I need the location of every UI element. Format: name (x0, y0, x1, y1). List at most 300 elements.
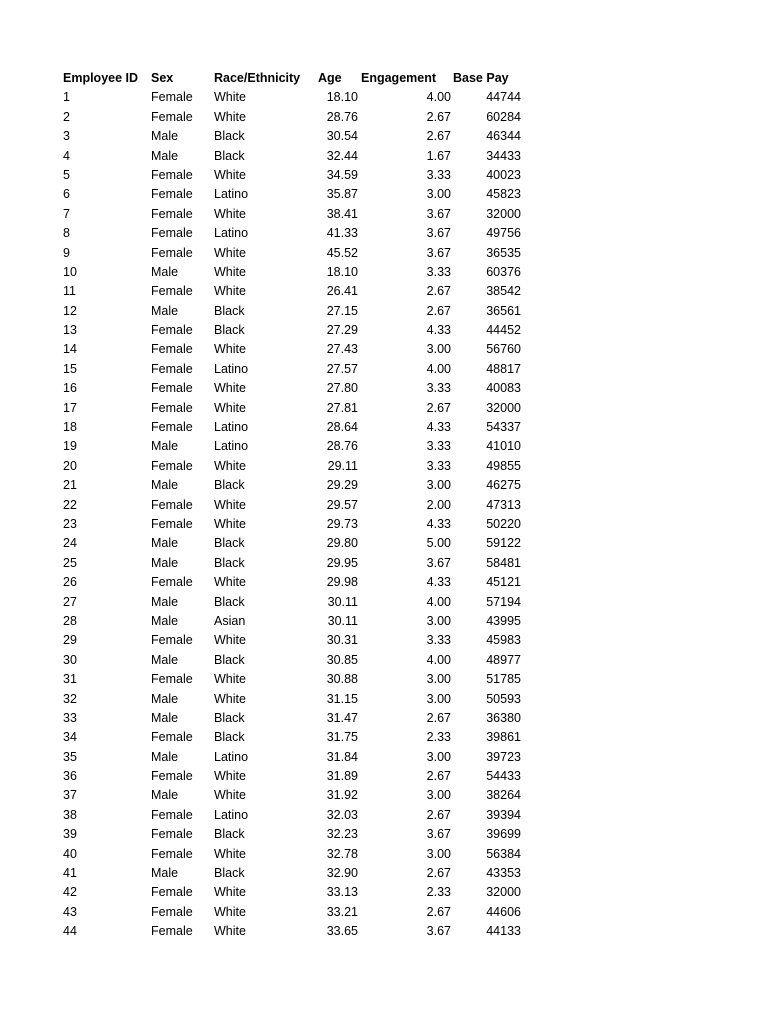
cell-sex: Male (151, 129, 179, 144)
cell-engagement: 2.67 (426, 866, 451, 881)
cell-race-ethnicity: Black (214, 129, 245, 144)
table-row (63, 922, 533, 941)
table-row (63, 825, 533, 844)
cell-race-ethnicity: Latino (214, 749, 249, 764)
cell-engagement: 5.00 (426, 536, 451, 551)
cell-engagement: 2.67 (426, 904, 451, 919)
cell-age: 29.11 (327, 458, 358, 473)
cell-age: 30.11 (327, 613, 358, 628)
cell-employee-id: 17 (63, 400, 77, 415)
cell-race-ethnicity: Latino (214, 439, 249, 454)
cell-engagement: 3.33 (426, 458, 451, 473)
table-row (63, 593, 533, 612)
cell-employee-id: 14 (63, 342, 77, 357)
table-body (63, 88, 533, 941)
cell-base-pay: 34433 (486, 148, 521, 163)
cell-sex: Female (151, 497, 193, 512)
cell-race-ethnicity: White (214, 691, 246, 706)
cell-base-pay: 39723 (486, 749, 521, 764)
table-row (63, 147, 533, 166)
cell-race-ethnicity: White (214, 284, 246, 299)
cell-engagement: 4.33 (426, 516, 451, 531)
cell-age: 27.80 (326, 381, 358, 396)
table-row (63, 457, 533, 476)
cell-sex: Female (151, 827, 193, 842)
cell-sex: Female (151, 575, 193, 590)
cell-employee-id: 21 (63, 478, 77, 493)
cell-race-ethnicity: White (214, 342, 246, 357)
cell-sex: Female (151, 167, 193, 182)
cell-age: 30.31 (326, 633, 358, 648)
cell-employee-id: 8 (63, 226, 70, 241)
cell-employee-id: 24 (63, 536, 77, 551)
cell-base-pay: 54433 (486, 769, 521, 784)
cell-age: 18.10 (326, 264, 358, 279)
cell-employee-id: 30 (63, 652, 77, 667)
cell-sex: Male (151, 555, 179, 570)
table-row (63, 864, 533, 883)
table-header-row (63, 69, 533, 88)
cell-engagement: 3.00 (426, 342, 451, 357)
table-row (63, 360, 533, 379)
table-row (63, 806, 533, 825)
header-employee-id: Employee ID (63, 71, 139, 85)
cell-engagement: 2.67 (426, 284, 451, 299)
cell-race-ethnicity: White (214, 90, 246, 105)
cell-sex: Female (151, 206, 193, 221)
header-base-pay: Base Pay (453, 71, 509, 85)
cell-engagement: 2.67 (426, 303, 451, 318)
cell-engagement: 4.00 (426, 90, 451, 105)
cell-sex: Female (151, 245, 193, 260)
table-row (63, 108, 533, 127)
cell-base-pay: 46275 (486, 478, 521, 493)
employee-table (63, 69, 533, 942)
cell-base-pay: 39861 (486, 730, 521, 745)
table-row (63, 845, 533, 864)
cell-base-pay: 43353 (486, 866, 521, 881)
cell-engagement: 2.67 (426, 807, 451, 822)
cell-base-pay: 54337 (486, 420, 521, 435)
cell-sex: Female (151, 361, 193, 376)
table-row (63, 728, 533, 747)
table-row (63, 534, 533, 553)
cell-sex: Female (151, 672, 193, 687)
cell-sex: Female (151, 458, 193, 473)
table-row (63, 554, 533, 573)
table-row (63, 631, 533, 650)
cell-employee-id: 27 (63, 594, 77, 609)
cell-engagement: 2.33 (426, 885, 451, 900)
cell-age: 29.80 (326, 536, 358, 551)
cell-base-pay: 43995 (486, 613, 521, 628)
cell-engagement: 3.00 (426, 672, 451, 687)
cell-sex: Male (151, 148, 179, 163)
cell-employee-id: 7 (63, 206, 70, 221)
cell-race-ethnicity: White (214, 167, 246, 182)
cell-sex: Male (151, 613, 179, 628)
cell-employee-id: 16 (63, 381, 77, 396)
cell-age: 29.73 (326, 516, 358, 531)
cell-engagement: 3.00 (426, 187, 451, 202)
table-row (63, 399, 533, 418)
cell-base-pay: 41010 (486, 439, 521, 454)
cell-engagement: 2.33 (426, 730, 451, 745)
cell-base-pay: 45121 (486, 575, 521, 590)
table-row (63, 263, 533, 282)
cell-sex: Female (151, 323, 193, 338)
cell-sex: Female (151, 90, 193, 105)
cell-sex: Male (151, 439, 179, 454)
cell-base-pay: 45983 (486, 633, 521, 648)
cell-engagement: 3.67 (426, 245, 451, 260)
cell-sex: Male (151, 866, 179, 881)
cell-race-ethnicity: White (214, 904, 246, 919)
cell-sex: Female (151, 187, 193, 202)
cell-race-ethnicity: Latino (214, 420, 249, 435)
cell-engagement: 3.00 (426, 749, 451, 764)
cell-sex: Female (151, 516, 193, 531)
cell-engagement: 3.33 (426, 381, 451, 396)
cell-employee-id: 11 (63, 284, 76, 299)
cell-age: 31.75 (326, 730, 358, 745)
cell-engagement: 3.67 (426, 206, 451, 221)
cell-age: 32.78 (326, 846, 358, 861)
table-row (63, 670, 533, 689)
cell-engagement: 3.33 (426, 264, 451, 279)
cell-base-pay: 49855 (486, 458, 521, 473)
cell-base-pay: 56384 (486, 846, 521, 861)
cell-base-pay: 49756 (486, 226, 521, 241)
table-row (63, 166, 533, 185)
cell-base-pay: 59122 (486, 536, 521, 551)
cell-employee-id: 39 (63, 827, 77, 842)
cell-age: 30.54 (326, 129, 358, 144)
cell-employee-id: 5 (63, 167, 70, 182)
cell-race-ethnicity: Black (214, 148, 245, 163)
cell-sex: Female (151, 846, 193, 861)
cell-race-ethnicity: Black (214, 827, 245, 842)
cell-employee-id: 37 (63, 788, 77, 803)
cell-race-ethnicity: White (214, 497, 246, 512)
table-row (63, 418, 533, 437)
cell-base-pay: 44744 (486, 90, 521, 105)
cell-race-ethnicity: White (214, 516, 246, 531)
cell-age: 41.33 (326, 226, 358, 241)
cell-employee-id: 26 (63, 575, 77, 590)
cell-engagement: 1.67 (426, 148, 451, 163)
cell-race-ethnicity: White (214, 264, 246, 279)
cell-age: 31.47 (326, 710, 358, 725)
cell-engagement: 2.67 (426, 129, 451, 144)
cell-base-pay: 40023 (486, 167, 521, 182)
cell-sex: Female (151, 730, 193, 745)
cell-sex: Female (151, 924, 193, 939)
cell-sex: Male (151, 788, 179, 803)
cell-employee-id: 34 (63, 730, 77, 745)
cell-employee-id: 40 (63, 846, 77, 861)
cell-engagement: 3.67 (426, 226, 451, 241)
cell-race-ethnicity: Latino (214, 361, 249, 376)
cell-age: 30.11 (327, 594, 358, 609)
cell-employee-id: 18 (63, 420, 77, 435)
cell-engagement: 2.67 (426, 109, 451, 124)
cell-employee-id: 36 (63, 769, 77, 784)
cell-age: 27.81 (326, 400, 358, 415)
cell-race-ethnicity: White (214, 924, 246, 939)
cell-race-ethnicity: White (214, 633, 246, 648)
cell-base-pay: 36535 (486, 245, 521, 260)
cell-sex: Male (151, 749, 179, 764)
cell-sex: Male (151, 264, 179, 279)
cell-age: 33.13 (326, 885, 358, 900)
cell-sex: Female (151, 769, 193, 784)
cell-base-pay: 44606 (486, 904, 521, 919)
cell-age: 33.65 (326, 924, 358, 939)
cell-employee-id: 3 (63, 129, 70, 144)
cell-base-pay: 47313 (486, 497, 521, 512)
cell-sex: Female (151, 342, 193, 357)
cell-age: 31.92 (326, 788, 358, 803)
cell-sex: Female (151, 226, 193, 241)
table-row (63, 88, 533, 107)
cell-employee-id: 4 (63, 148, 70, 163)
cell-base-pay: 32000 (486, 206, 521, 221)
header-age: Age (318, 71, 342, 85)
cell-base-pay: 57194 (486, 594, 521, 609)
cell-engagement: 3.00 (426, 613, 451, 628)
cell-race-ethnicity: Black (214, 478, 245, 493)
cell-employee-id: 29 (63, 633, 77, 648)
cell-base-pay: 44133 (486, 924, 521, 939)
cell-race-ethnicity: White (214, 206, 246, 221)
table-row (63, 127, 533, 146)
cell-age: 28.76 (326, 439, 358, 454)
cell-age: 32.90 (326, 866, 358, 881)
cell-age: 29.29 (326, 478, 358, 493)
cell-employee-id: 15 (63, 361, 77, 376)
cell-sex: Male (151, 691, 179, 706)
cell-sex: Female (151, 807, 193, 822)
cell-employee-id: 42 (63, 885, 77, 900)
cell-base-pay: 58481 (486, 555, 521, 570)
cell-sex: Male (151, 652, 179, 667)
cell-engagement: 3.33 (426, 167, 451, 182)
cell-employee-id: 10 (63, 264, 77, 279)
cell-race-ethnicity: White (214, 846, 246, 861)
cell-age: 28.64 (326, 420, 358, 435)
cell-age: 31.89 (326, 769, 358, 784)
cell-employee-id: 13 (63, 323, 77, 338)
cell-race-ethnicity: Black (214, 536, 245, 551)
cell-employee-id: 22 (63, 497, 77, 512)
table-row (63, 302, 533, 321)
table-row (63, 651, 533, 670)
cell-race-ethnicity: White (214, 885, 246, 900)
cell-engagement: 3.67 (426, 555, 451, 570)
table-row (63, 282, 533, 301)
cell-race-ethnicity: White (214, 381, 246, 396)
header-engagement: Engagement (361, 71, 437, 85)
cell-race-ethnicity: White (214, 458, 246, 473)
cell-engagement: 3.00 (426, 788, 451, 803)
cell-base-pay: 40083 (486, 381, 521, 396)
cell-race-ethnicity: White (214, 245, 246, 260)
cell-employee-id: 43 (63, 904, 77, 919)
cell-engagement: 3.00 (426, 846, 451, 861)
table-row (63, 437, 533, 456)
table-row (63, 340, 533, 359)
cell-age: 18.10 (326, 90, 358, 105)
cell-base-pay: 46344 (486, 129, 521, 144)
cell-race-ethnicity: White (214, 400, 246, 415)
cell-engagement: 4.00 (426, 594, 451, 609)
cell-age: 28.76 (326, 109, 358, 124)
cell-employee-id: 32 (63, 691, 77, 706)
cell-age: 33.21 (326, 904, 358, 919)
cell-age: 31.15 (326, 691, 358, 706)
cell-age: 29.98 (326, 575, 358, 590)
cell-age: 27.29 (326, 323, 358, 338)
cell-base-pay: 48977 (486, 652, 521, 667)
cell-race-ethnicity: Black (214, 730, 245, 745)
cell-sex: Male (151, 536, 179, 551)
header-sex: Sex (151, 71, 174, 85)
cell-race-ethnicity: Black (214, 594, 245, 609)
cell-engagement: 3.33 (426, 633, 451, 648)
cell-engagement: 4.00 (426, 361, 451, 376)
cell-engagement: 2.67 (426, 400, 451, 415)
cell-employee-id: 23 (63, 516, 77, 531)
table-row (63, 748, 533, 767)
table-row (63, 786, 533, 805)
cell-employee-id: 44 (63, 924, 77, 939)
cell-employee-id: 31 (63, 672, 77, 687)
cell-sex: Female (151, 109, 193, 124)
cell-sex: Female (151, 885, 193, 900)
cell-age: 30.88 (326, 672, 358, 687)
cell-age: 27.57 (326, 361, 358, 376)
cell-sex: Male (151, 478, 179, 493)
table-row (63, 709, 533, 728)
cell-employee-id: 9 (63, 245, 70, 260)
cell-engagement: 3.00 (426, 691, 451, 706)
cell-age: 34.59 (326, 167, 358, 182)
cell-base-pay: 32000 (486, 885, 521, 900)
table-row (63, 476, 533, 495)
cell-sex: Female (151, 420, 193, 435)
table-row (63, 515, 533, 534)
cell-sex: Female (151, 904, 193, 919)
table-row (63, 612, 533, 631)
cell-race-ethnicity: White (214, 672, 246, 687)
cell-sex: Female (151, 381, 193, 396)
table-row (63, 903, 533, 922)
cell-engagement: 4.33 (426, 575, 451, 590)
cell-sex: Female (151, 400, 193, 415)
cell-employee-id: 2 (63, 109, 70, 124)
cell-age: 27.15 (326, 303, 358, 318)
table-row (63, 573, 533, 592)
cell-sex: Male (151, 710, 179, 725)
cell-base-pay: 60284 (486, 109, 521, 124)
cell-base-pay: 51785 (486, 672, 521, 687)
cell-age: 38.41 (326, 206, 358, 221)
cell-race-ethnicity: Asian (214, 613, 246, 628)
cell-race-ethnicity: Latino (214, 226, 249, 241)
cell-base-pay: 48817 (486, 361, 521, 376)
cell-engagement: 4.00 (426, 652, 451, 667)
cell-age: 27.43 (326, 342, 358, 357)
table-row (63, 690, 533, 709)
cell-base-pay: 56760 (486, 342, 521, 357)
table-row (63, 185, 533, 204)
cell-base-pay: 36380 (486, 710, 521, 725)
cell-age: 26.41 (326, 284, 358, 299)
cell-employee-id: 38 (63, 807, 77, 822)
cell-age: 32.44 (326, 148, 358, 163)
table-row (63, 244, 533, 263)
table-row (63, 379, 533, 398)
cell-race-ethnicity: White (214, 575, 246, 590)
cell-sex: Male (151, 303, 179, 318)
cell-race-ethnicity: Black (214, 652, 245, 667)
cell-age: 29.57 (326, 497, 358, 512)
cell-age: 31.84 (326, 749, 358, 764)
table-row (63, 224, 533, 243)
cell-base-pay: 38264 (486, 788, 521, 803)
cell-employee-id: 19 (63, 439, 77, 454)
table-row (63, 205, 533, 224)
cell-employee-id: 28 (63, 613, 77, 628)
cell-engagement: 3.67 (426, 924, 451, 939)
cell-race-ethnicity: White (214, 109, 246, 124)
cell-base-pay: 44452 (486, 323, 521, 338)
cell-engagement: 2.67 (426, 710, 451, 725)
cell-base-pay: 36561 (486, 303, 521, 318)
cell-employee-id: 25 (63, 555, 77, 570)
cell-employee-id: 41 (63, 866, 77, 881)
cell-employee-id: 33 (63, 710, 77, 725)
cell-engagement: 4.33 (426, 420, 451, 435)
cell-race-ethnicity: Latino (214, 187, 249, 202)
cell-race-ethnicity: Black (214, 866, 245, 881)
cell-race-ethnicity: Black (214, 323, 245, 338)
cell-engagement: 3.00 (426, 478, 451, 493)
cell-engagement: 2.00 (426, 497, 451, 512)
header-race-ethnicity: Race/Ethnicity (214, 71, 301, 85)
cell-employee-id: 6 (63, 187, 70, 202)
table-row (63, 496, 533, 515)
cell-base-pay: 38542 (486, 284, 521, 299)
cell-engagement: 4.33 (426, 323, 451, 338)
cell-age: 30.85 (326, 652, 358, 667)
cell-age: 29.95 (326, 555, 358, 570)
cell-base-pay: 50220 (486, 516, 521, 531)
cell-employee-id: 35 (63, 749, 77, 764)
table-row (63, 883, 533, 902)
cell-sex: Male (151, 594, 179, 609)
cell-base-pay: 32000 (486, 400, 521, 415)
cell-base-pay: 39699 (486, 827, 521, 842)
cell-age: 32.23 (326, 827, 358, 842)
cell-race-ethnicity: White (214, 769, 246, 784)
cell-employee-id: 1 (63, 90, 70, 105)
cell-engagement: 3.33 (426, 439, 451, 454)
cell-base-pay: 39394 (486, 807, 521, 822)
cell-employee-id: 12 (63, 303, 77, 318)
cell-engagement: 3.67 (426, 827, 451, 842)
